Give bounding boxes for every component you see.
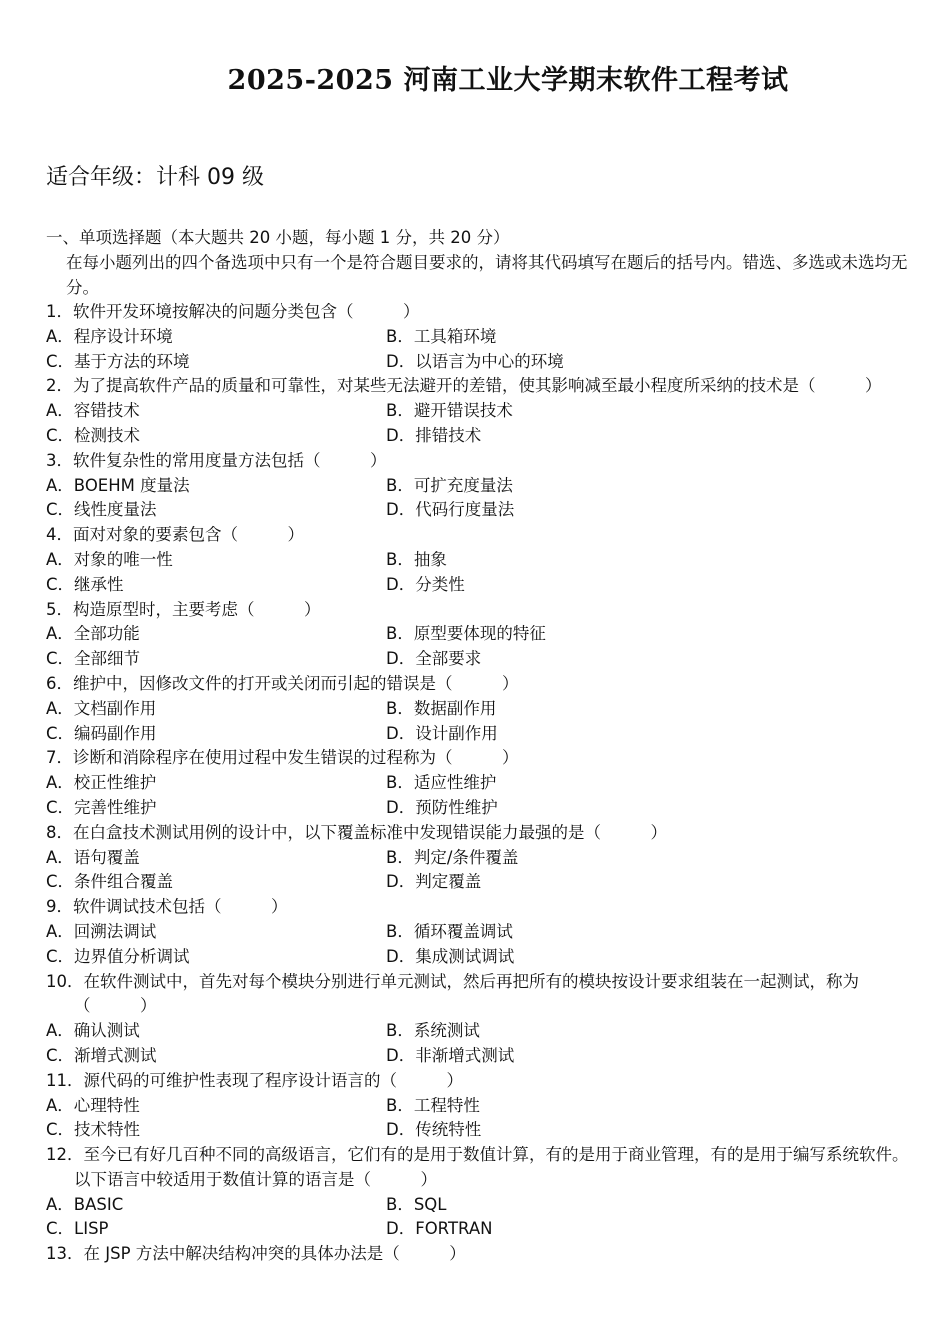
question-stem: 8．在白盒技术测试用例的设计中，以下覆盖标准中发现错误能力最强的是（ ） [46,822,667,842]
question-item [46,523,916,597]
option-item: C．检测技术 [46,425,141,445]
question-options [46,771,916,821]
question-item [46,300,916,374]
question-stem: 6．维护中，因修改文件的打开或关闭而引起的错误是（ ） [46,673,519,693]
option-item: D．集成测试调试 [386,946,515,966]
option-item: A．全部功能 [46,624,140,644]
option-item: A．校正性维护 [46,773,157,793]
section-instruction: 在每小题列出的四个备选项中只有一个是符合题目要求的，请将其代码填写在题后的括号内。错选、多选或未选均无分。 [66,252,908,297]
option-item: D．代码行度量法 [386,500,515,520]
question-item [46,821,916,895]
question-stem: 5．构造原型时，主要考虑（ ） [46,599,321,619]
option-item: A．程序设计环境 [46,326,173,346]
question-stem: 11．源代码的可维护性表现了程序设计语言的（ ） [46,1070,463,1090]
question-item [46,672,916,746]
option-item: C．线性度量法 [46,500,157,520]
question-item [46,1069,916,1143]
option-item: C．条件组合覆盖 [46,872,174,892]
question-options [46,697,916,747]
question-options [46,846,916,896]
option-item: A．对象的唯一性 [46,549,173,569]
option-item: D．预防性维护 [386,797,498,817]
option-item: B．判定/条件覆盖 [386,847,519,867]
question-stem: 12．至今已有好几百种不同的高级语言，它们有的是用于数值计算，有的是用于商业管理，有的是用于编写系统软件。以下语言中较适用于数值计算的语言是（ ） [46,1145,909,1189]
question-stem: 9．软件调试技术包括（ ） [46,897,288,917]
option-item: B．适应性维护 [386,773,497,793]
question-options [46,1094,916,1144]
option-item: B．工具箱环境 [386,326,497,346]
option-item: C．完善性维护 [46,797,157,817]
option-item: C．边界值分析调试 [46,946,190,966]
option-item: B．系统测试 [386,1021,480,1041]
question-item [46,746,916,820]
question-stem: 13．在 JSP 方法中解决结构冲突的具体办法是（ ） [46,1244,466,1264]
option-item: B．原型要体现的特征 [386,624,546,644]
option-item: A．确认测试 [46,1021,140,1041]
option-item: B．工程特性 [386,1095,480,1115]
option-item: A．语句覆盖 [46,847,140,867]
question-options [46,325,916,375]
option-item: B．SQL [386,1194,447,1214]
question-item [46,598,916,672]
question-options [46,1193,916,1243]
option-item: C．LISP [46,1219,109,1239]
question-stem: 7．诊断和消除程序在使用过程中发生错误的过程称为（ ） [46,748,519,768]
question-list [46,300,916,1267]
option-item: A．BOEHM 度量法 [46,475,190,495]
section-heading: 一、单项选择题（本大题共 20 小题，每小题 1 分，共 20 分） [46,228,510,247]
question-item [46,374,916,448]
option-item: D．非渐增式测试 [386,1045,515,1065]
question-stem: 10．在软件测试中，首先对每个模块分别进行单元测试，然后再把所有的模块按设计要求组装在一起测试，称为（ ） [46,971,859,1016]
question-item [46,1242,916,1267]
option-item: C．渐增式测试 [46,1045,157,1065]
option-item: A．BASIC [46,1194,124,1214]
grade-line: 适合年级：计科 09 级 [46,165,264,190]
option-item: C．全部细节 [46,649,141,669]
question-item [46,895,916,969]
option-item: B．抽象 [386,549,447,569]
question-stem: 2．为了提高软件产品的质量和可靠性，对某些无法避开的差错，使其影响减至最小程度所采纳的技术是（ ） [46,376,882,396]
option-item: A．心理特性 [46,1095,140,1115]
option-item: A．容错技术 [46,401,140,421]
option-item: D．判定覆盖 [386,872,482,892]
page-title: 2025-2025 河南工业大学期末软件工程考试 [227,65,789,96]
question-options [46,622,916,672]
option-item: B．可扩充度量法 [386,475,513,495]
question-options [46,1019,916,1069]
option-item: B．避开错误技术 [386,401,513,421]
question-options [46,920,916,970]
question-stem: 3．软件复杂性的常用度量方法包括（ ） [46,450,387,470]
option-item: D．以语言为中心的环境 [386,351,564,371]
option-item: D．FORTRAN [386,1219,493,1239]
option-item: A．回溯法调试 [46,921,157,941]
option-item: C．继承性 [46,574,124,594]
question-options [46,548,916,598]
question-options [46,474,916,524]
option-item: C．编码副作用 [46,723,157,743]
question-stem: 1．软件开发环境按解决的问题分类包含（ ） [46,302,420,321]
question-item [46,1143,916,1242]
question-item [46,449,916,523]
option-item: D．传统特性 [386,1120,482,1140]
option-item: C．基于方法的环境 [46,351,190,371]
option-item: B．数据副作用 [386,698,497,718]
question-options [46,399,916,449]
option-item: A．文档副作用 [46,698,157,718]
question-item [46,970,916,1069]
option-item: D．排错技术 [386,425,482,445]
question-stem: 4．面对对象的要素包含（ ） [46,525,304,545]
option-item: B．循环覆盖调试 [386,921,513,941]
option-item: D．分类性 [386,574,465,594]
option-item: D．全部要求 [386,649,482,669]
option-item: D．设计副作用 [386,723,498,743]
option-item: C．技术特性 [46,1120,141,1140]
section-header [46,226,916,300]
